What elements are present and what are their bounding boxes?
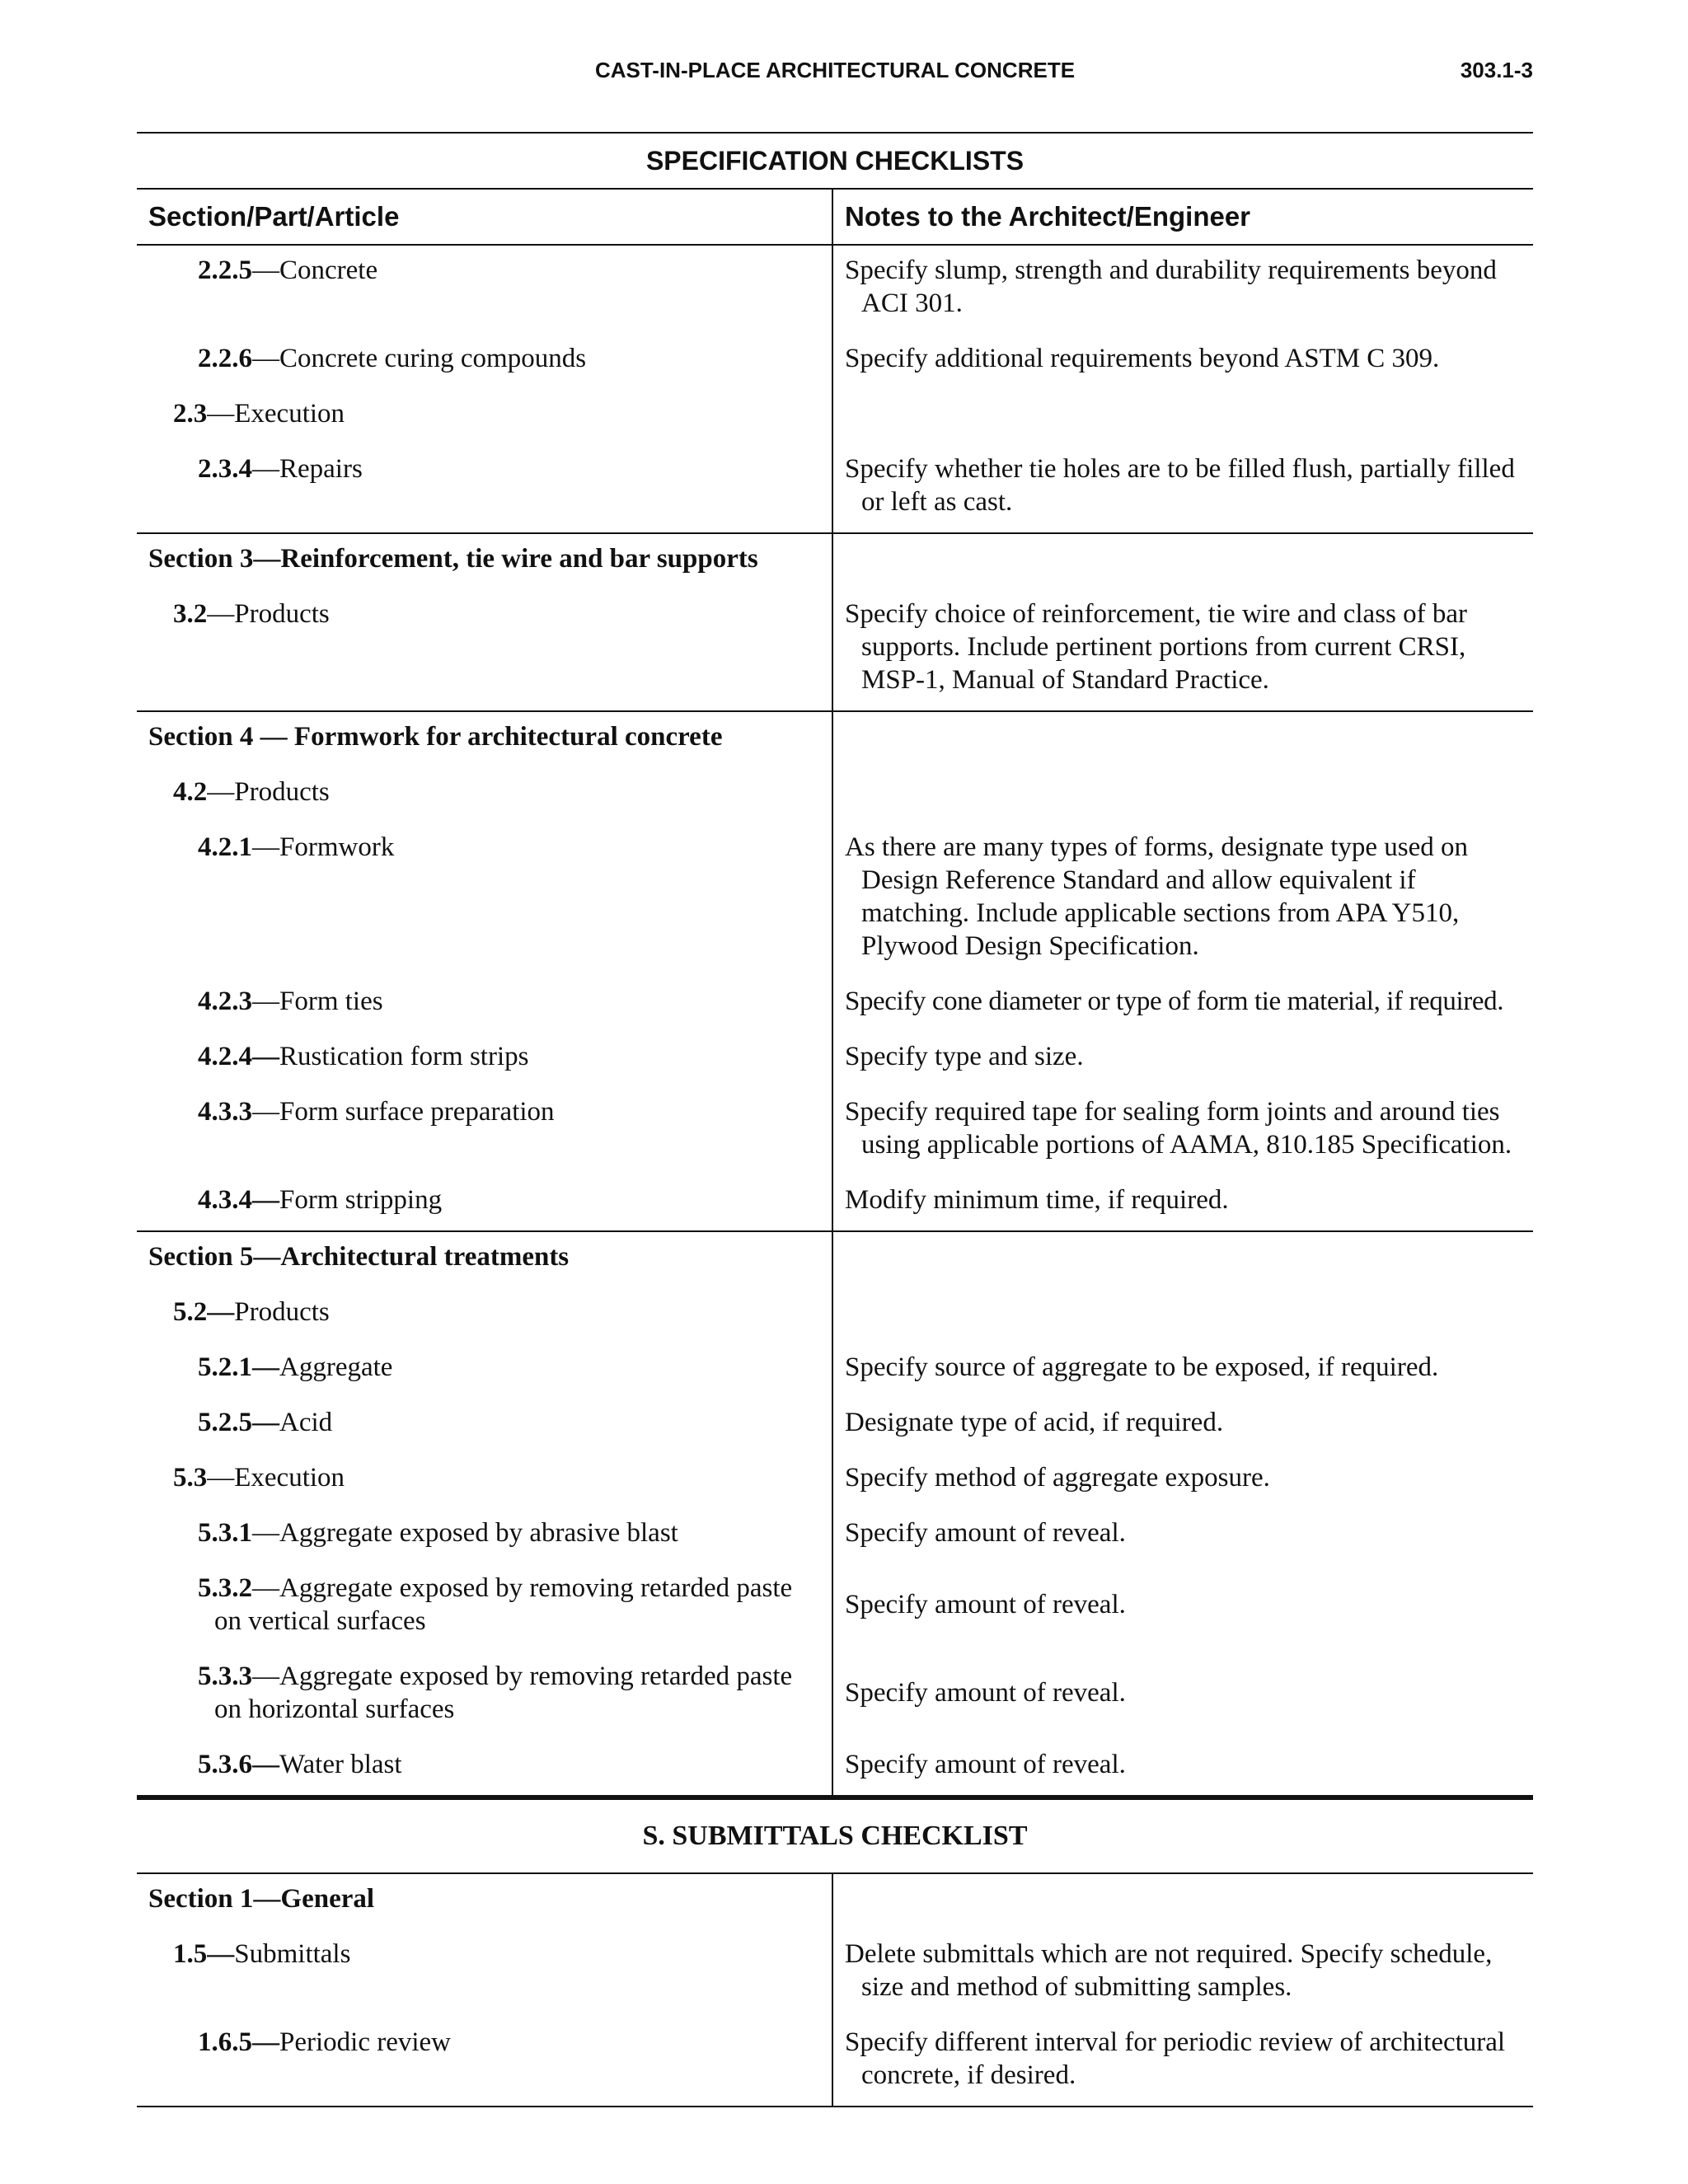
table-row [137,767,1533,823]
table-row [137,1087,1533,1175]
article-title: Water blast [279,1750,402,1779]
article-title: —Formwork [252,832,395,862]
article-number: 5.3.3 [198,1661,252,1691]
part-title: —Products [207,599,330,629]
page-number: 303.1-3 [1460,58,1533,82]
section-heading-row [137,1873,1533,1929]
article-title: —Concrete curing compounds [252,344,587,373]
table-row [137,389,1533,444]
article-title: Periodic review [279,2027,452,2057]
article-title: Aggregate [279,1352,393,1382]
article-number: 4.2.4— [198,1042,279,1071]
article-note: Specify source of aggregate to be exposed, if required. [845,1352,1439,1382]
part-number: 5.3 [173,1463,208,1493]
column-header-notes: Notes to the Architect/Engineer [832,189,1533,245]
article-number: 5.2.1— [198,1352,279,1382]
article-note: Specify different interval for periodic review of architectural concrete, if desired. [845,2027,1506,2090]
part-number: 2.3 [173,399,208,429]
section-heading-row [137,1231,1533,1287]
table-row [137,1175,1533,1231]
article-note: Specify cone diameter or type of form tie material, if required. [845,987,1504,1016]
article-title: —Concrete [252,255,378,285]
specification-checklist-table [137,132,1533,1799]
section-heading-row [137,533,1533,589]
article-title: Acid [279,1408,333,1437]
table-row [137,1929,1533,2018]
article-number: 1.6.5— [198,2027,279,2057]
section-heading: Section 1—General [148,1884,375,1914]
running-title: CAST-IN-PLACE ARCHITECTURAL CONCRETE [594,58,1076,82]
article-number: 2.2.5 [198,255,252,285]
article-note: Specify amount of reveal. [845,1678,1126,1708]
article-title: —Form surface preparation [252,1097,555,1127]
table-row [137,245,1533,334]
article-title: —Aggregate exposed by abrasive blast [252,1518,678,1548]
part-title: —Execution [207,399,345,429]
article-note: As there are many types of forms, designate type used on Design Reference Standard and allow equivalent if matching. Include applicable sections from APA Y510, Plywood Design Specification. [845,832,1469,961]
article-number: 2.3.4 [198,454,252,484]
article-number: 4.2.3 [198,987,252,1016]
section-heading: Section 3—Reinforcement, tie wire and bar supports [148,544,758,574]
article-note: Designate type of acid, if required. [845,1408,1224,1437]
table-row [137,977,1533,1032]
submittals-checklist-table [137,1797,1533,2107]
article-title: Form stripping [279,1185,443,1215]
table-row [137,823,1533,977]
table-row [137,2018,1533,2107]
table-row [137,1398,1533,1453]
article-title: —Repairs [252,454,363,484]
running-header [137,58,1533,91]
table-row [137,334,1533,389]
article-number: 5.3.1 [198,1518,252,1548]
table-row [137,1652,1533,1740]
table-row [137,1287,1533,1343]
table-row [137,444,1533,533]
article-number: 5.2.5— [198,1408,279,1437]
table-title: S. SUBMITTALS CHECKLIST [137,1798,1533,1873]
table-row [137,1563,1533,1652]
article-note: Specify amount of reveal. [845,1518,1126,1548]
article-title: Rustication form strips [279,1042,529,1071]
table-row [137,589,1533,711]
column-header-section: Section/Part/Article [137,189,832,245]
section-heading-row [137,711,1533,767]
article-title: —Aggregate exposed by removing retarded paste on vertical surfaces [214,1573,793,1636]
part-title: Products [234,1297,330,1327]
section-heading: Section 5—Architectural treatments [148,1242,570,1272]
table-row [137,1508,1533,1563]
article-number: 5.3.2 [198,1573,252,1603]
part-number: 4.2 [173,777,208,807]
article-note: Delete submittals which are not required. Specify schedule, size and method of submitting samples. [845,1939,1493,2002]
article-note: Modify minimum time, if required. [845,1185,1229,1215]
article-note: Specify method of aggregate exposure. [845,1463,1270,1493]
section-heading: Section 4 — Formwork for architectural concrete [148,722,723,752]
article-note: Specify choice of reinforcement, tie wire and class of bar supports. Include pertinent portions from current CRSI, MSP-1, Manual of Standard Practice. [845,599,1468,695]
article-note: Specify amount of reveal. [845,1590,1126,1619]
article-note: Specify required tape for sealing form joints and around ties using applicable portions of AAMA, 810.185 Specification. [845,1097,1512,1160]
part-title: —Products [207,777,330,807]
article-note: Specify whether tie holes are to be filled flush, partially filled or left as cast. [845,454,1515,517]
article-number: 4.2.1 [198,832,252,862]
table-row [137,1032,1533,1087]
article-title: —Form ties [252,987,383,1016]
table-row [137,1740,1533,1797]
part-number: 5.2— [173,1297,235,1327]
article-title: —Aggregate exposed by removing retarded paste on horizontal surfaces [214,1661,793,1724]
table-title: SPECIFICATION CHECKLISTS [137,133,1533,189]
part-title: Submittals [234,1939,351,1969]
article-note: Specify slump, strength and durability requirements beyond ACI 301. [845,255,1497,318]
table-row [137,1343,1533,1398]
article-number: 4.3.3 [198,1097,252,1127]
part-number: 1.5— [173,1939,235,1969]
part-number: 3.2 [173,599,208,629]
part-title: —Execution [207,1463,345,1493]
article-note: Specify type and size. [845,1042,1084,1071]
article-number: 2.2.6 [198,344,252,373]
table-row [137,1453,1533,1508]
article-note: Specify additional requirements beyond ASTM C 309. [845,344,1440,373]
article-number: 5.3.6— [198,1750,279,1779]
article-note: Specify amount of reveal. [845,1750,1126,1779]
article-number: 4.3.4— [198,1185,279,1215]
